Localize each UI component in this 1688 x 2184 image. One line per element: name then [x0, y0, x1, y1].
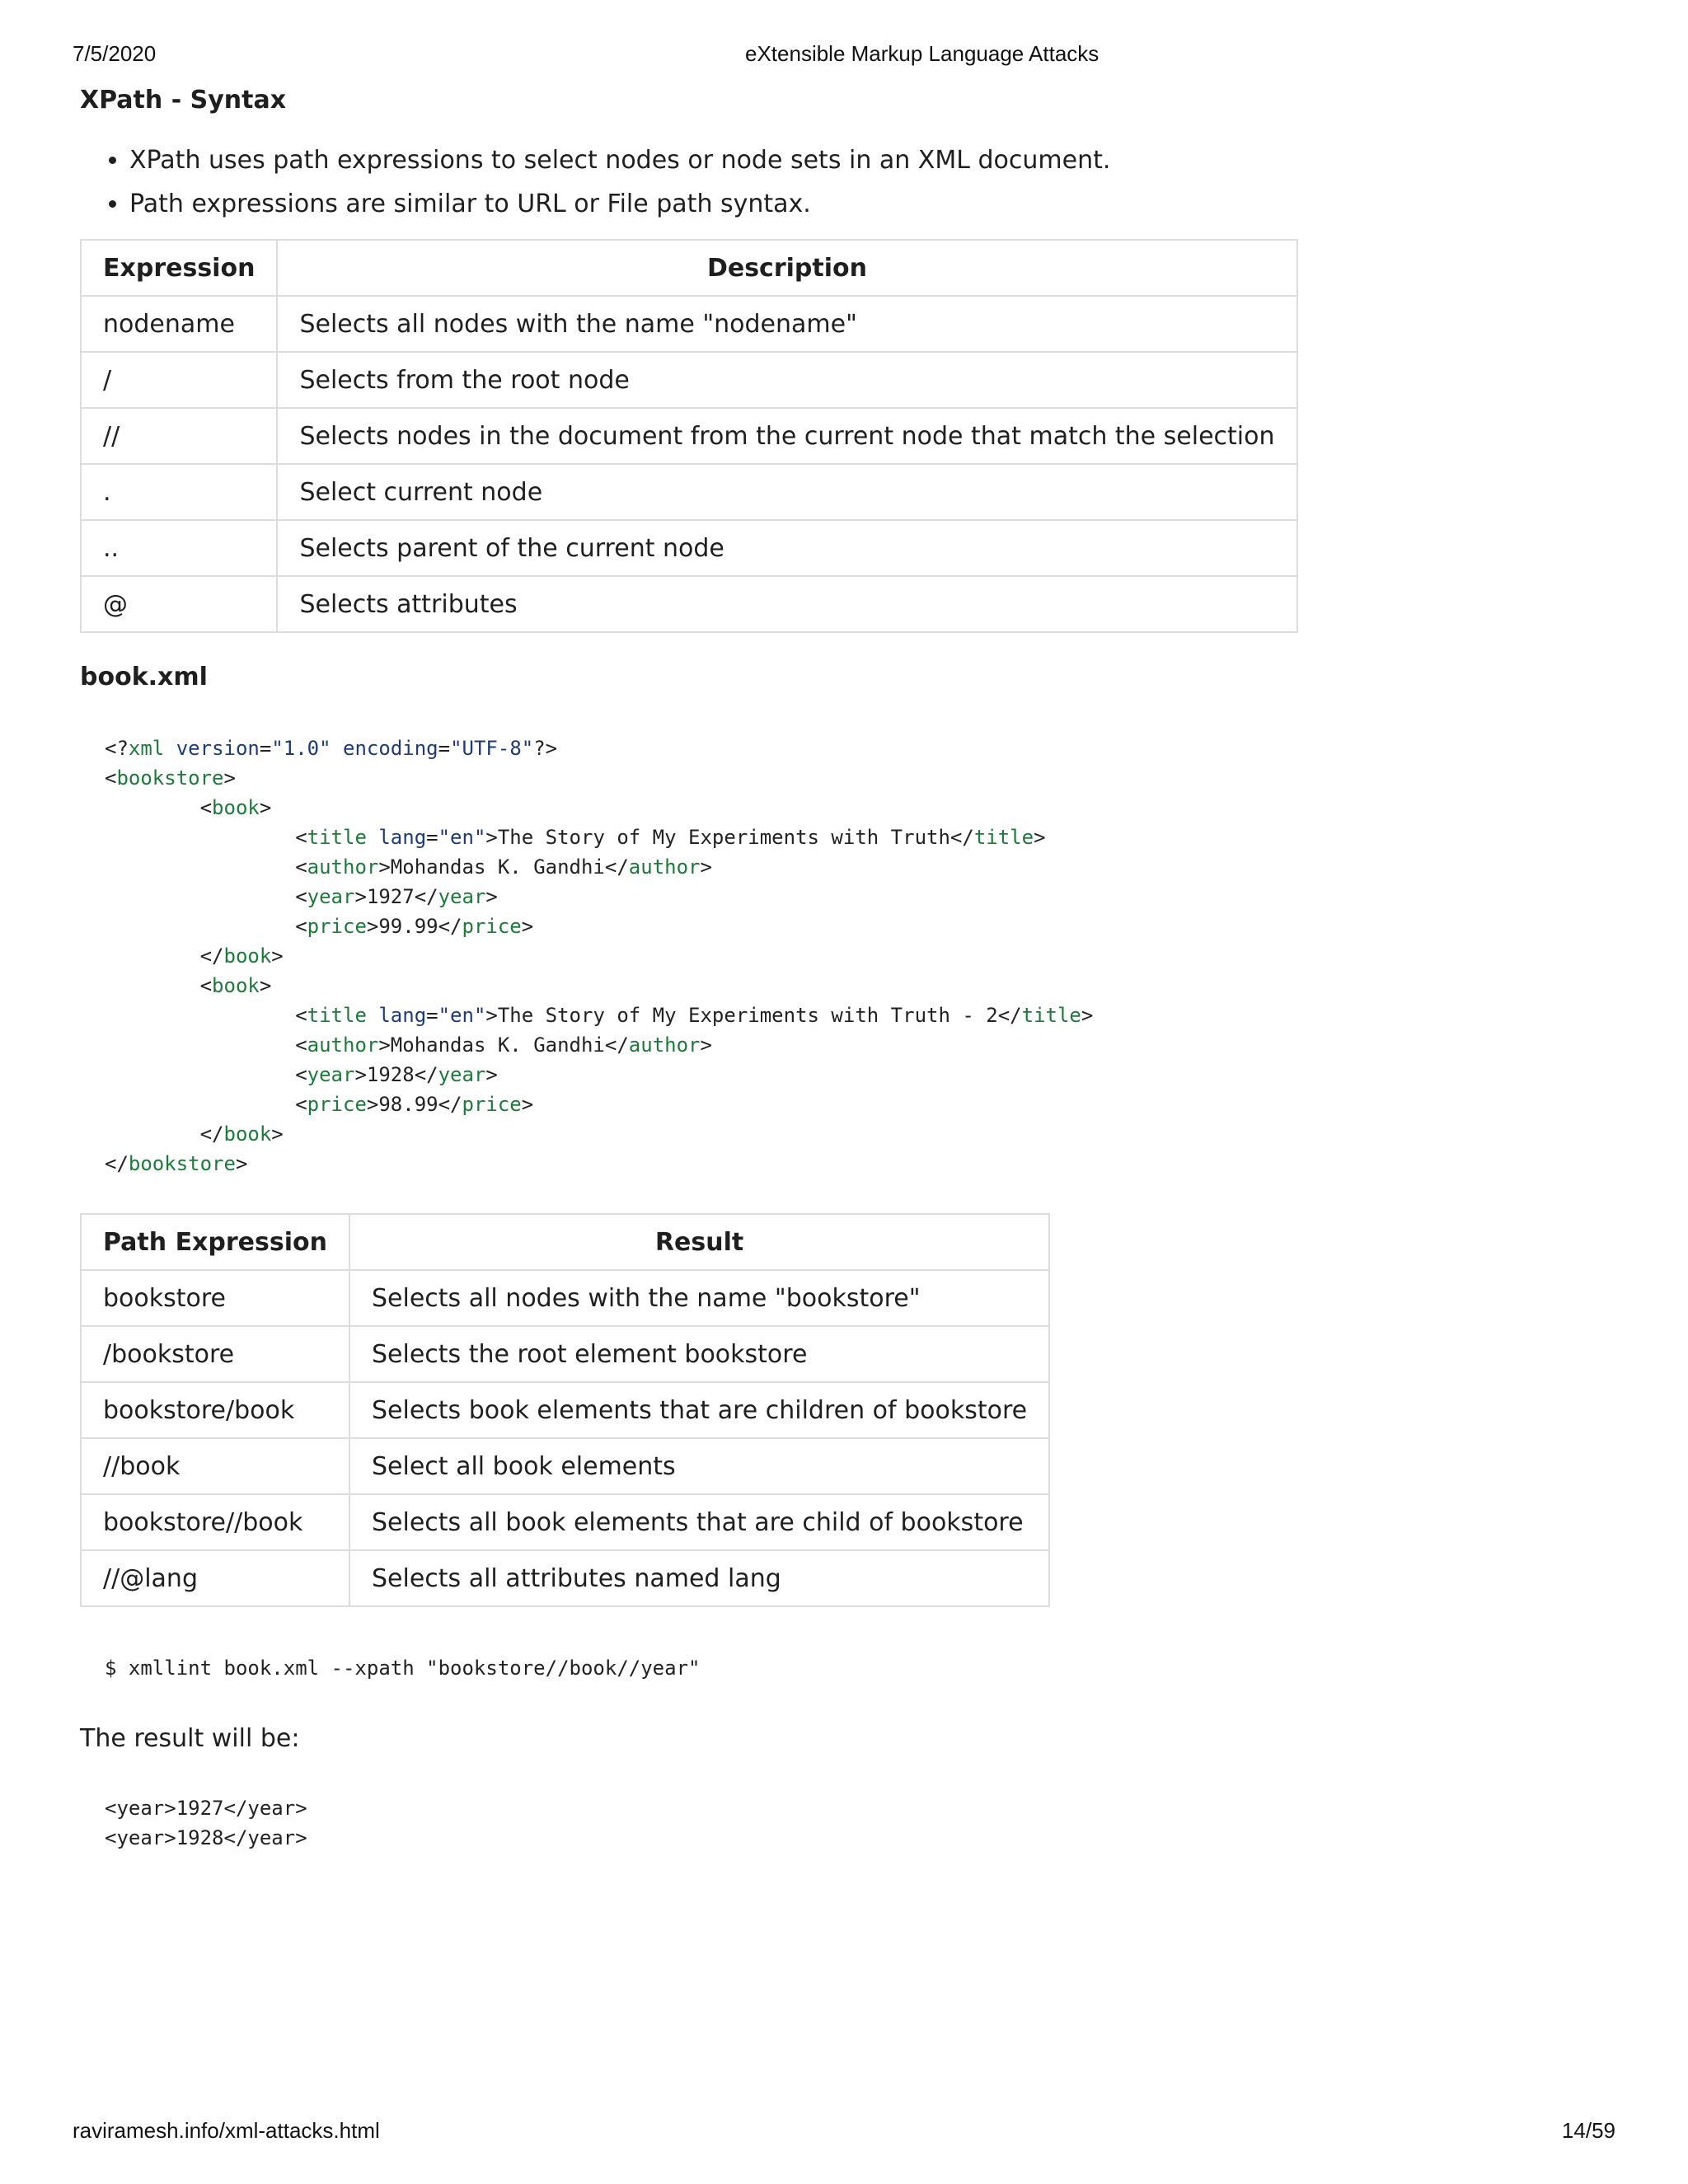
table-row — [81, 1270, 1049, 1326]
table-cell: bookstore — [81, 1270, 349, 1326]
code-line: <?xml version="1.0" encoding="UTF-8"?> — [105, 737, 558, 760]
book-xml-code-block: <?xml version="1.0" encoding="UTF-8"?> <bookstore> <book> <title lang="en">The Story of My Experiments with Truth</title> <author>Mohandas K. Gandhi</author> <year>1927</year> <price>99.99</price> </book> <book> <title lang="en">The Story of My Experiments with Truth - 2</title> <author>Mohandas K. Gandhi</author> <year>1928</year> <price>98.99</price> </book> </bookstore> — [105, 737, 1094, 1175]
table-cell: Selects all book elements that are child of bookstore — [349, 1494, 1049, 1550]
table-row — [81, 520, 1297, 576]
result-label: The result will be: — [80, 1724, 300, 1753]
print-footer — [0, 2118, 1688, 2146]
table-cell: Select current node — [277, 464, 1296, 520]
table-header-row — [81, 1214, 1049, 1270]
page-number: 14/59 — [1561, 2118, 1615, 2143]
table-cell: Selects parent of the current node — [277, 520, 1296, 576]
table-row — [81, 1550, 1049, 1606]
table-cell: Selects from the root node — [277, 352, 1296, 408]
table-cell: //@lang — [81, 1550, 349, 1606]
bullet-list — [80, 138, 1646, 226]
table-cell: Selects book elements that are children of bookstore — [349, 1382, 1049, 1438]
table-cell: Selects attributes — [277, 576, 1296, 632]
table-row — [81, 1326, 1049, 1382]
table-cell: /bookstore — [81, 1326, 349, 1382]
table-row — [81, 1438, 1049, 1494]
print-title: eXtensible Markup Language Attacks — [745, 41, 1100, 66]
table-cell: Selects nodes in the document from the current node that match the selection — [277, 408, 1296, 464]
column-header-path-expression: Path Expression — [81, 1214, 349, 1270]
table-row — [81, 1382, 1049, 1438]
result-line: <year>1928</year> — [105, 1826, 307, 1849]
table-row — [81, 1494, 1049, 1550]
xpath-syntax-table — [80, 239, 1298, 633]
table-row — [81, 576, 1297, 632]
table-cell: bookstore/book — [81, 1382, 349, 1438]
print-header — [0, 41, 1688, 69]
page-url: raviramesh.info/xml-attacks.html — [73, 2118, 380, 2143]
table-cell: bookstore//book — [81, 1494, 349, 1550]
table-cell: Selects all nodes with the name "bookstore" — [349, 1270, 1049, 1326]
bullet-item: • XPath uses path expressions to select nodes or node sets in an XML document. — [129, 138, 1646, 182]
table-cell: . — [81, 464, 277, 520]
table-row — [81, 296, 1297, 352]
table-cell: Select all book elements — [349, 1438, 1049, 1494]
section-title: XPath - Syntax — [80, 86, 287, 115]
table-cell: //book — [81, 1438, 349, 1494]
column-header-expression: Expression — [81, 240, 277, 296]
table-cell: @ — [81, 576, 277, 632]
table-row — [81, 408, 1297, 464]
result-line: <year>1927</year> — [105, 1797, 307, 1820]
print-date: 7/5/2020 — [73, 41, 157, 66]
table-row — [81, 464, 1297, 520]
command-line: $ xmllint book.xml --xpath "bookstore//book//year" — [105, 1657, 701, 1680]
result-output — [80, 1793, 1646, 1853]
table-cell: Selects all attributes named lang — [349, 1550, 1049, 1606]
column-header-result: Result — [349, 1214, 1049, 1270]
table-header-row — [81, 240, 1297, 296]
bullet-item: • Path expressions are similar to URL or File path syntax. — [129, 182, 1646, 226]
table-cell: nodename — [81, 296, 277, 352]
table-cell: .. — [81, 520, 277, 576]
table-row — [81, 352, 1297, 408]
book-xml-title: book.xml — [80, 663, 208, 691]
page-content — [80, 82, 1646, 1853]
table-cell: / — [81, 352, 277, 408]
table-cell: Selects all nodes with the name "nodename" — [277, 296, 1296, 352]
table-cell: // — [81, 408, 277, 464]
table-cell: Selects the root element bookstore — [349, 1326, 1049, 1382]
column-header-description: Description — [277, 240, 1296, 296]
path-expression-table — [80, 1213, 1050, 1607]
